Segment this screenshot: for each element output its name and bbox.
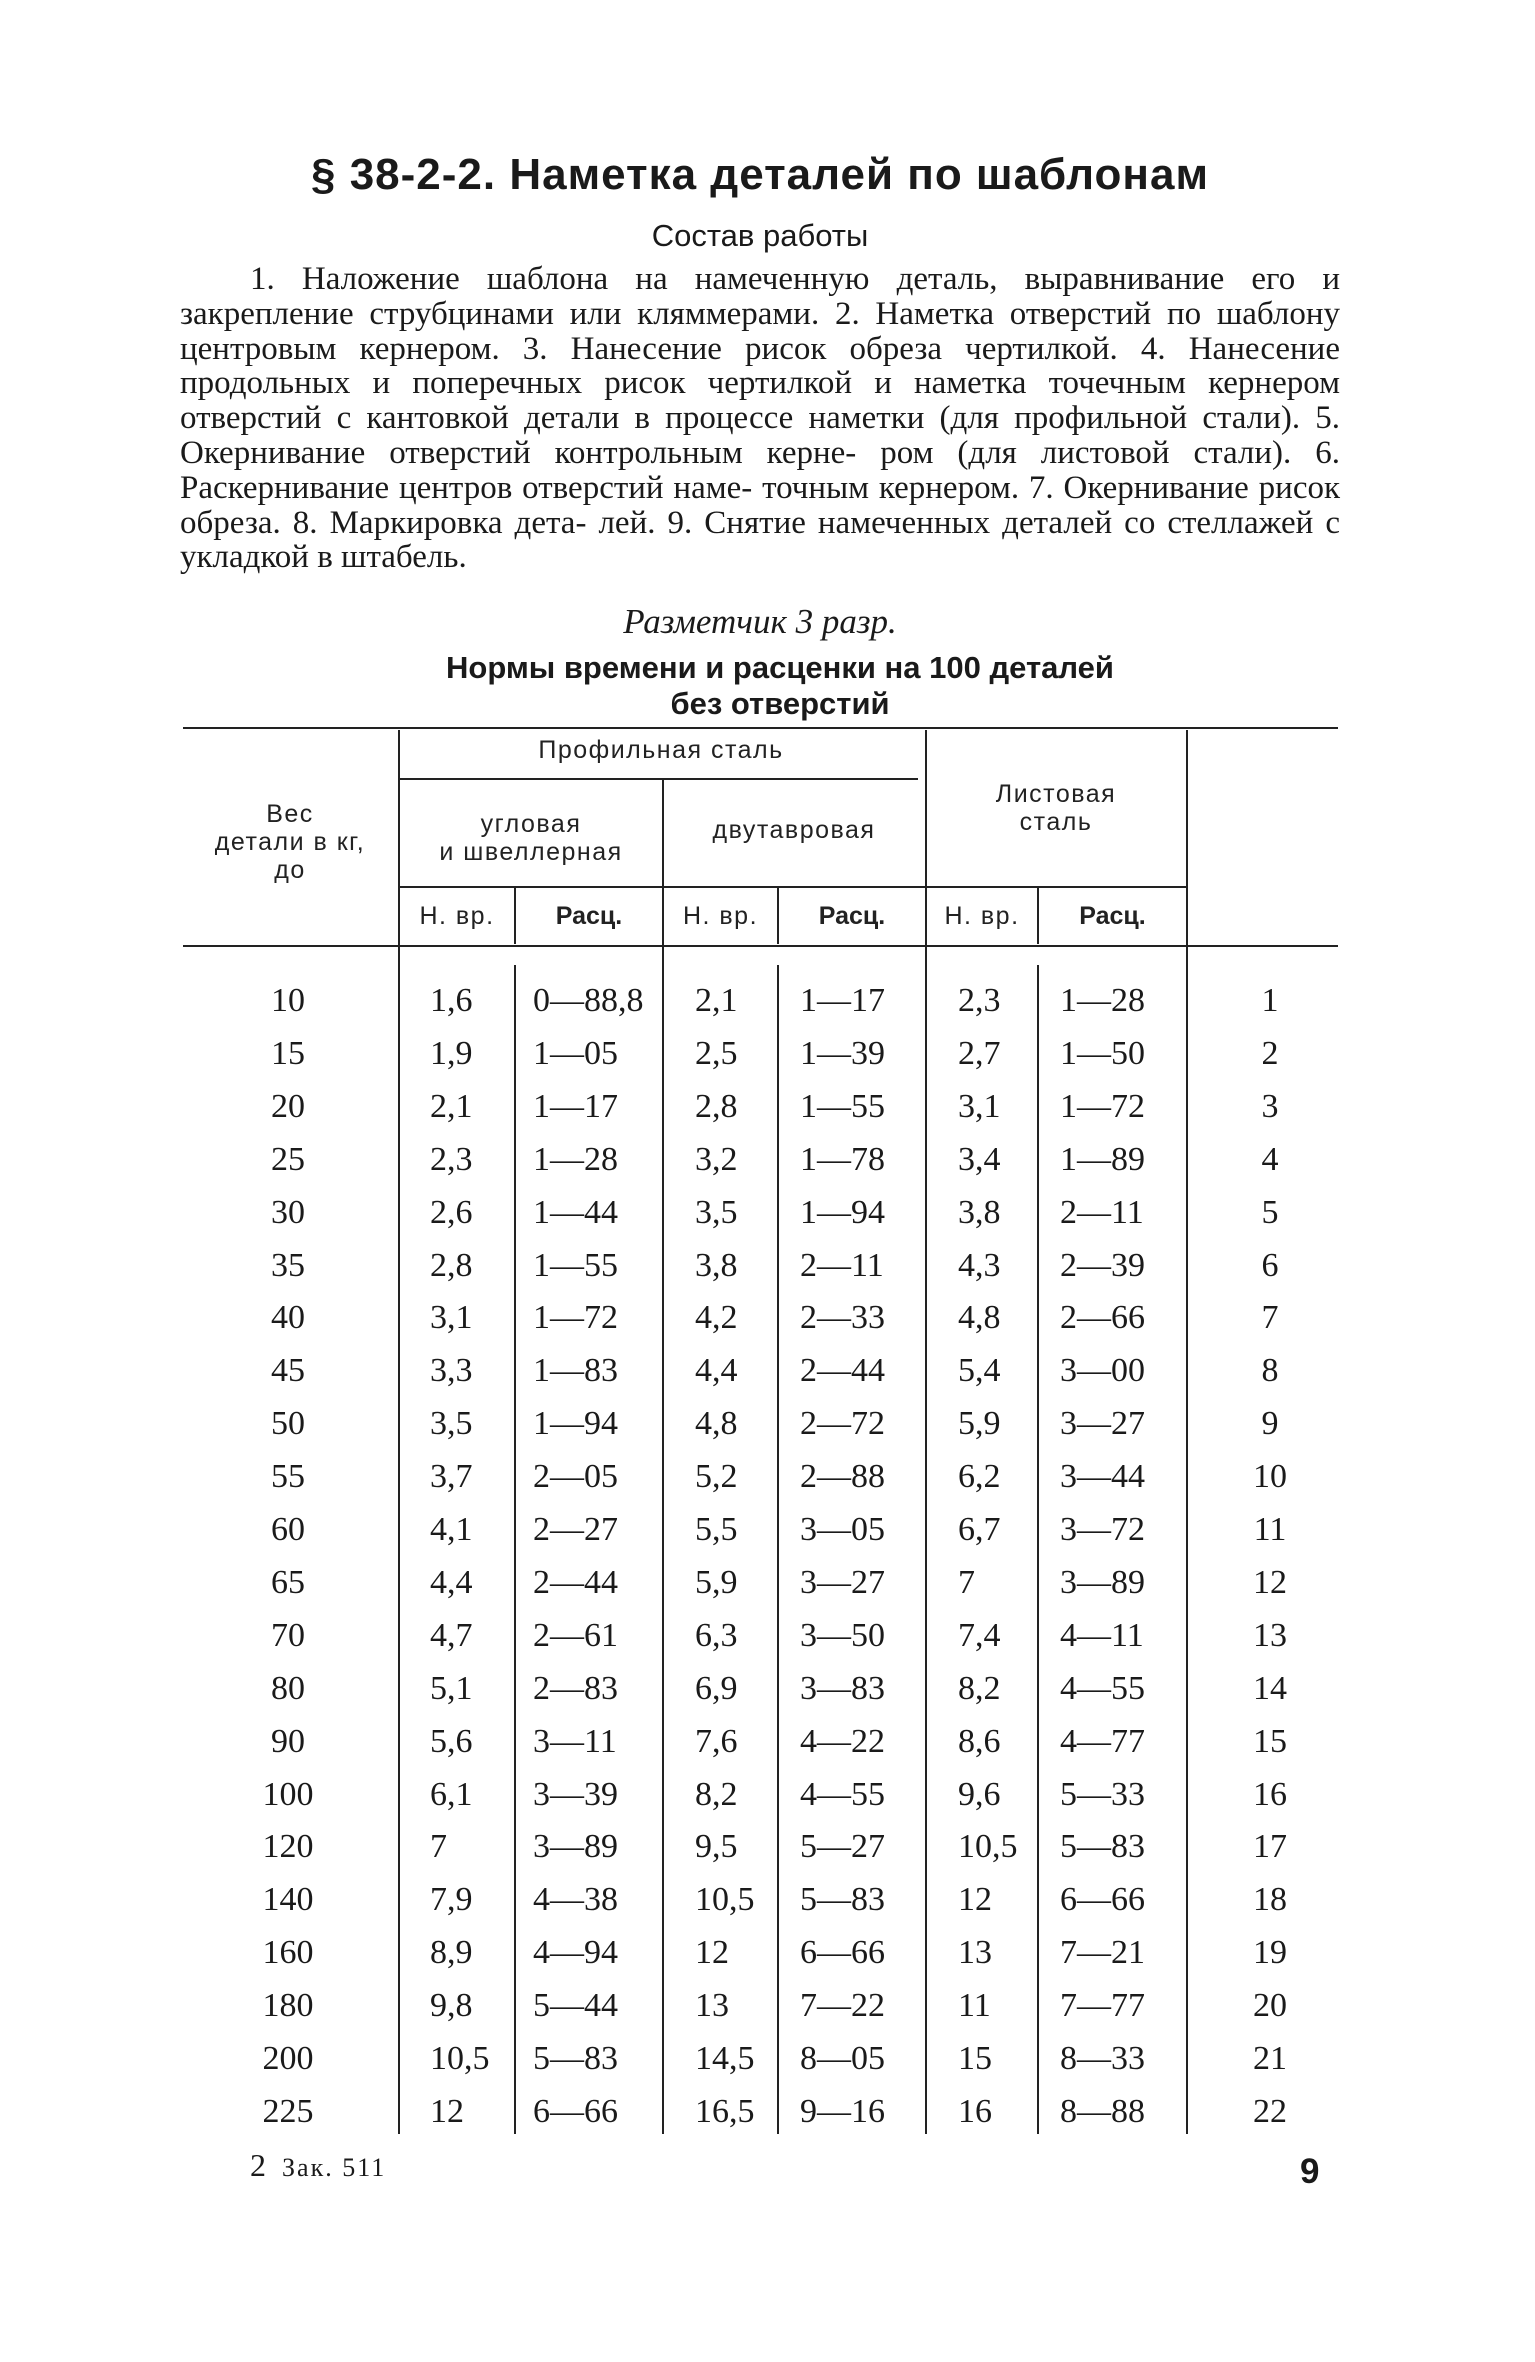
norms-title-line-1: Нормы времени и расценки на 100 деталей — [446, 650, 1114, 685]
rate-ibeam-cell: 5—83 — [800, 1881, 885, 1919]
weight-cell: 10 — [271, 982, 305, 1019]
row-number-cell: 9 — [1261, 1405, 1279, 1443]
rate-angle-cell: 1—94 — [533, 1405, 618, 1443]
rate-ibeam-cell: 2—44 — [800, 1352, 885, 1390]
row-number-cell: 3 — [1261, 1087, 1279, 1125]
rate-sheet-cell: 1—28 — [1060, 982, 1145, 1019]
row-number-cell: 21 — [1253, 2040, 1287, 2077]
time-angle-cell: 2,6 — [430, 1193, 473, 1231]
rate-ibeam-cell: 1—17 — [800, 982, 885, 1019]
time-sheet-cell: 5,9 — [958, 1405, 1001, 1443]
rate-ibeam-cell: 5—27 — [800, 1828, 885, 1866]
time-angle-cell: 2,1 — [430, 1087, 473, 1125]
rate-angle-cell: 5—44 — [533, 1987, 618, 2025]
header-rate-sheet: Расц. — [1079, 902, 1146, 930]
time-angle-cell: 12 — [430, 2092, 464, 2130]
table-header-bottom-rule — [183, 945, 1338, 947]
header-time-angle: Н. вр. — [419, 902, 495, 930]
time-sheet-cell: 16 — [958, 2092, 992, 2130]
weight-cell: 70 — [271, 1616, 305, 1654]
time-angle-cell: 5,1 — [430, 1669, 473, 1707]
rate-sheet-cell: 7—77 — [1060, 1987, 1145, 2025]
rate-sheet-cell: 3—27 — [1060, 1405, 1145, 1443]
rate-sheet-cell: 2—66 — [1060, 1299, 1145, 1337]
column-divider — [514, 965, 516, 2134]
time-ibeam-cell: 7,6 — [695, 1722, 738, 1760]
rate-angle-cell: 2—27 — [533, 1511, 618, 1548]
row-number-cell: 7 — [1261, 1299, 1279, 1337]
time-sheet-cell: 7,4 — [958, 1616, 1001, 1654]
row-number-cell: 5 — [1261, 1193, 1279, 1231]
time-ibeam-cell: 6,3 — [695, 1616, 738, 1654]
rate-ibeam-cell: 1—78 — [800, 1140, 885, 1178]
time-sheet-cell: 15 — [958, 2040, 992, 2077]
time-sheet-cell: 8,2 — [958, 1669, 1001, 1707]
rate-ibeam-cell: 4—55 — [800, 1775, 885, 1813]
table-top-rule — [183, 727, 1338, 729]
row-number-cell: 13 — [1253, 1616, 1287, 1654]
weight-cell: 160 — [262, 1934, 314, 1972]
printer-signature — [250, 2147, 386, 2184]
rate-ibeam-cell: 6—66 — [800, 1934, 885, 1972]
weight-cell: 25 — [271, 1140, 305, 1178]
time-sheet-cell: 6,2 — [958, 1458, 1001, 1496]
rate-sheet-cell: 1—72 — [1060, 1087, 1145, 1125]
time-angle-cell: 4,1 — [430, 1511, 473, 1548]
time-ibeam-cell: 16,5 — [695, 2092, 755, 2130]
rate-angle-cell: 1—72 — [533, 1299, 618, 1337]
row-number-cell: 22 — [1253, 2092, 1287, 2130]
time-ibeam-cell: 3,5 — [695, 1193, 738, 1231]
profile-header-rule — [398, 778, 918, 780]
row-number-cell: 1 — [1261, 982, 1279, 1019]
time-sheet-cell: 3,8 — [958, 1193, 1001, 1231]
signature-number: 2 — [250, 2147, 266, 2183]
rate-sheet-cell: 4—55 — [1060, 1669, 1145, 1707]
rate-angle-cell: 3—11 — [533, 1722, 617, 1760]
page-number: 9 — [1300, 2152, 1320, 2191]
time-angle-cell: 4,4 — [430, 1563, 473, 1601]
time-ibeam-cell: 4,2 — [695, 1299, 738, 1337]
header-profile-steel: Профильная сталь — [538, 736, 784, 764]
row-number-cell: 19 — [1253, 1934, 1287, 1972]
weight-cell: 140 — [262, 1881, 314, 1919]
time-sheet-cell: 4,3 — [958, 1246, 1001, 1284]
row-number-cell: 2 — [1261, 1034, 1279, 1072]
column-divider — [777, 965, 779, 2134]
rate-ibeam-cell: 2—72 — [800, 1405, 885, 1443]
time-angle-cell: 3,5 — [430, 1405, 473, 1443]
time-sheet-cell: 8,6 — [958, 1722, 1001, 1760]
weight-cell: 55 — [271, 1458, 305, 1496]
time-ibeam-cell: 8,2 — [695, 1775, 738, 1813]
time-angle-cell: 3,7 — [430, 1458, 473, 1496]
time-ibeam-cell: 9,5 — [695, 1828, 738, 1866]
rate-sheet-cell: 5—83 — [1060, 1828, 1145, 1866]
time-angle-cell: 3,3 — [430, 1352, 473, 1390]
time-ibeam-cell: 12 — [695, 1934, 729, 1972]
worker-grade: Разметчик 3 разр. — [623, 602, 897, 641]
rate-ibeam-cell: 3—83 — [800, 1669, 885, 1707]
weight-cell: 40 — [271, 1299, 305, 1337]
rate-sheet-cell: 3—89 — [1060, 1563, 1145, 1601]
rate-angle-cell: 4—94 — [533, 1934, 618, 1972]
rate-ibeam-cell: 8—05 — [800, 2040, 885, 2077]
rate-angle-cell: 2—05 — [533, 1458, 618, 1496]
time-ibeam-cell: 2,5 — [695, 1034, 738, 1072]
time-sheet-cell: 4,8 — [958, 1299, 1001, 1337]
time-ibeam-cell: 2,1 — [695, 982, 738, 1019]
time-sheet-cell: 3,4 — [958, 1140, 1001, 1178]
rate-ibeam-cell: 7—22 — [800, 1987, 885, 2025]
header-rate-angle: Расц. — [555, 902, 623, 930]
weight-cell: 80 — [271, 1669, 305, 1707]
norms-title-line-2: без отверстий — [670, 686, 890, 721]
rate-sheet-cell: 1—89 — [1060, 1140, 1145, 1178]
time-angle-cell: 1,9 — [430, 1034, 473, 1072]
rate-angle-cell: 6—66 — [533, 2092, 618, 2130]
row-number-cell: 15 — [1253, 1722, 1287, 1760]
time-angle-cell: 7,9 — [430, 1881, 473, 1919]
column-divider — [925, 730, 927, 2134]
header-sheet-steel: Листовая сталь — [995, 780, 1117, 836]
time-sheet-cell: 9,6 — [958, 1775, 1001, 1813]
time-sheet-cell: 2,7 — [958, 1034, 1001, 1072]
rate-angle-cell: 2—44 — [533, 1563, 618, 1601]
column-divider — [398, 730, 400, 2134]
rate-ibeam-cell: 3—50 — [800, 1616, 885, 1654]
time-angle-cell: 2,3 — [430, 1140, 473, 1178]
time-angle-cell: 9,8 — [430, 1987, 473, 2025]
time-angle-cell: 1,6 — [430, 982, 473, 1019]
rate-angle-cell: 1—55 — [533, 1246, 618, 1284]
weight-cell: 20 — [271, 1087, 305, 1125]
rate-angle-cell: 4—38 — [533, 1881, 618, 1919]
row-number-cell: 20 — [1253, 1987, 1287, 2025]
row-number-cell: 16 — [1253, 1775, 1287, 1813]
rate-ibeam-cell: 3—27 — [800, 1563, 885, 1601]
time-ibeam-cell: 4,4 — [695, 1352, 738, 1390]
section-title: § 38-2-2. Наметка деталей по шаблонам — [311, 150, 1209, 199]
time-angle-cell: 2,8 — [430, 1246, 473, 1284]
rate-sheet-cell: 3—00 — [1060, 1352, 1145, 1390]
rate-sheet-cell: 5—33 — [1060, 1775, 1145, 1813]
time-angle-cell: 3,1 — [430, 1299, 473, 1337]
rate-angle-cell: 1—05 — [533, 1034, 618, 1072]
weight-cell: 120 — [262, 1828, 314, 1866]
weight-cell: 90 — [271, 1722, 305, 1760]
row-number-cell: 18 — [1253, 1881, 1287, 1919]
time-angle-cell: 10,5 — [430, 2040, 490, 2077]
time-sheet-cell: 10,5 — [958, 1828, 1018, 1866]
subheader-rule — [398, 886, 1188, 888]
row-number-cell: 8 — [1261, 1352, 1279, 1390]
rate-sheet-cell: 8—88 — [1060, 2092, 1145, 2130]
header-time-sheet: Н. вр. — [944, 902, 1020, 930]
time-sheet-cell: 6,7 — [958, 1511, 1001, 1548]
weight-cell: 225 — [262, 2092, 314, 2130]
rate-sheet-cell: 1—50 — [1060, 1034, 1145, 1072]
header-weight: Вес детали в кг, до — [214, 800, 366, 884]
rate-ibeam-cell: 9—16 — [800, 2092, 885, 2130]
header-angle-channel: угловая и швеллерная — [439, 810, 623, 866]
rate-ibeam-cell: 2—33 — [800, 1299, 885, 1337]
weight-cell: 15 — [271, 1034, 305, 1072]
time-ibeam-cell: 6,9 — [695, 1669, 738, 1707]
time-sheet-cell: 3,1 — [958, 1087, 1001, 1125]
time-sheet-cell: 13 — [958, 1934, 992, 1972]
rate-sheet-cell: 3—72 — [1060, 1511, 1145, 1548]
time-ibeam-cell: 13 — [695, 1987, 729, 2025]
rate-ibeam-cell: 2—88 — [800, 1458, 885, 1496]
rate-ibeam-cell: 1—55 — [800, 1087, 885, 1125]
time-ibeam-cell: 2,8 — [695, 1087, 738, 1125]
row-number-cell: 11 — [1253, 1511, 1287, 1548]
weight-cell: 60 — [271, 1511, 305, 1548]
row-number-cell: 10 — [1253, 1458, 1287, 1496]
time-ibeam-cell: 5,5 — [695, 1511, 738, 1548]
weight-cell: 100 — [262, 1775, 314, 1813]
weight-cell: 50 — [271, 1405, 305, 1443]
time-sheet-cell: 11 — [958, 1987, 991, 2025]
row-number-cell: 12 — [1253, 1563, 1287, 1601]
time-ibeam-cell: 5,9 — [695, 1563, 738, 1601]
norms-title — [300, 650, 1260, 722]
section-subtitle: Состав работы — [651, 218, 869, 253]
time-angle-cell: 6,1 — [430, 1775, 473, 1813]
rate-sheet-cell: 6—66 — [1060, 1881, 1145, 1919]
work-description-text: 1. Наложение шаблона на намеченную деталь, выравнивание его и закрепление струбцинами или кляммерами. 2. Наметка отверстий по шаблону центровым кернером. 3. Нанесение рисок обреза чертилкой. 4. Нанесение продольных и поперечных рисок чертилкой и наметка точечным кернером отверстий с кантовкой детали в процессе наметки (для профильной стали). 5. Окернивание отверстий контрольным керне- ром (для листовой стали). 6. Раскернивание центров отверстий наме- точным кернером. 7. Окернивание рисок обреза. 8. Маркировка дета- лей. 9. Снятие намеченных деталей со стеллажей с укладкой в штабель. — [180, 261, 1340, 576]
time-ibeam-cell: 4,8 — [695, 1405, 738, 1443]
rate-ibeam-cell: 2—11 — [800, 1246, 884, 1284]
rate-sheet-cell: 7—21 — [1060, 1934, 1145, 1972]
rate-ibeam-cell: 1—94 — [800, 1193, 885, 1231]
row-number-cell: 14 — [1253, 1669, 1287, 1707]
time-ibeam-cell: 5,2 — [695, 1458, 738, 1496]
time-sheet-cell: 5,4 — [958, 1352, 1001, 1390]
time-angle-cell: 8,9 — [430, 1934, 473, 1972]
time-sheet-cell: 12 — [958, 1881, 992, 1919]
rate-angle-cell: 2—83 — [533, 1669, 618, 1707]
order-number: Зак. 511 — [282, 2153, 387, 2182]
weight-cell: 180 — [262, 1987, 314, 2025]
rate-ibeam-cell: 3—05 — [800, 1511, 885, 1548]
time-sheet-cell: 2,3 — [958, 982, 1001, 1019]
time-angle-cell: 5,6 — [430, 1722, 473, 1760]
rate-sheet-cell: 4—11 — [1060, 1616, 1144, 1654]
rate-angle-cell: 3—39 — [533, 1775, 618, 1813]
row-number-cell: 4 — [1261, 1140, 1279, 1178]
work-description — [180, 262, 1340, 575]
time-angle-cell: 7 — [430, 1828, 447, 1866]
time-ibeam-cell: 10,5 — [695, 1881, 755, 1919]
rate-sheet-cell: 2—11 — [1060, 1193, 1144, 1231]
rate-ibeam-cell: 4—22 — [800, 1722, 885, 1760]
rate-angle-cell: 1—83 — [533, 1352, 618, 1390]
time-angle-cell: 4,7 — [430, 1616, 473, 1654]
time-ibeam-cell: 3,2 — [695, 1140, 738, 1178]
column-divider — [662, 780, 664, 2134]
header-rate-ibeam: Расц. — [818, 902, 886, 930]
row-number-cell: 6 — [1261, 1246, 1279, 1284]
weight-cell: 45 — [271, 1352, 305, 1390]
weight-cell: 200 — [262, 2040, 314, 2077]
column-divider — [1037, 965, 1039, 2134]
rate-angle-cell: 1—44 — [533, 1193, 618, 1231]
weight-cell: 35 — [271, 1246, 305, 1284]
rate-sheet-cell: 8—33 — [1060, 2040, 1145, 2077]
rate-angle-cell: 1—17 — [533, 1087, 618, 1125]
rate-angle-cell: 1—28 — [533, 1140, 618, 1178]
rate-sheet-cell: 4—77 — [1060, 1722, 1145, 1760]
column-divider — [1186, 730, 1188, 2134]
header-time-ibeam: Н. вр. — [682, 902, 759, 930]
time-sheet-cell: 7 — [958, 1563, 975, 1601]
row-number-cell: 17 — [1253, 1828, 1287, 1866]
rate-angle-cell: 0—88,8 — [533, 982, 644, 1019]
time-ibeam-cell: 14,5 — [695, 2040, 755, 2077]
weight-cell: 65 — [271, 1563, 305, 1601]
header-ibeam: двутавровая — [712, 816, 876, 844]
rate-angle-cell: 5—83 — [533, 2040, 618, 2077]
rate-ibeam-cell: 1—39 — [800, 1034, 885, 1072]
time-ibeam-cell: 3,8 — [695, 1246, 738, 1284]
rate-sheet-cell: 2—39 — [1060, 1246, 1145, 1284]
rate-sheet-cell: 3—44 — [1060, 1458, 1145, 1496]
rate-angle-cell: 2—61 — [533, 1616, 618, 1654]
rate-angle-cell: 3—89 — [533, 1828, 618, 1866]
weight-cell: 30 — [271, 1193, 305, 1231]
